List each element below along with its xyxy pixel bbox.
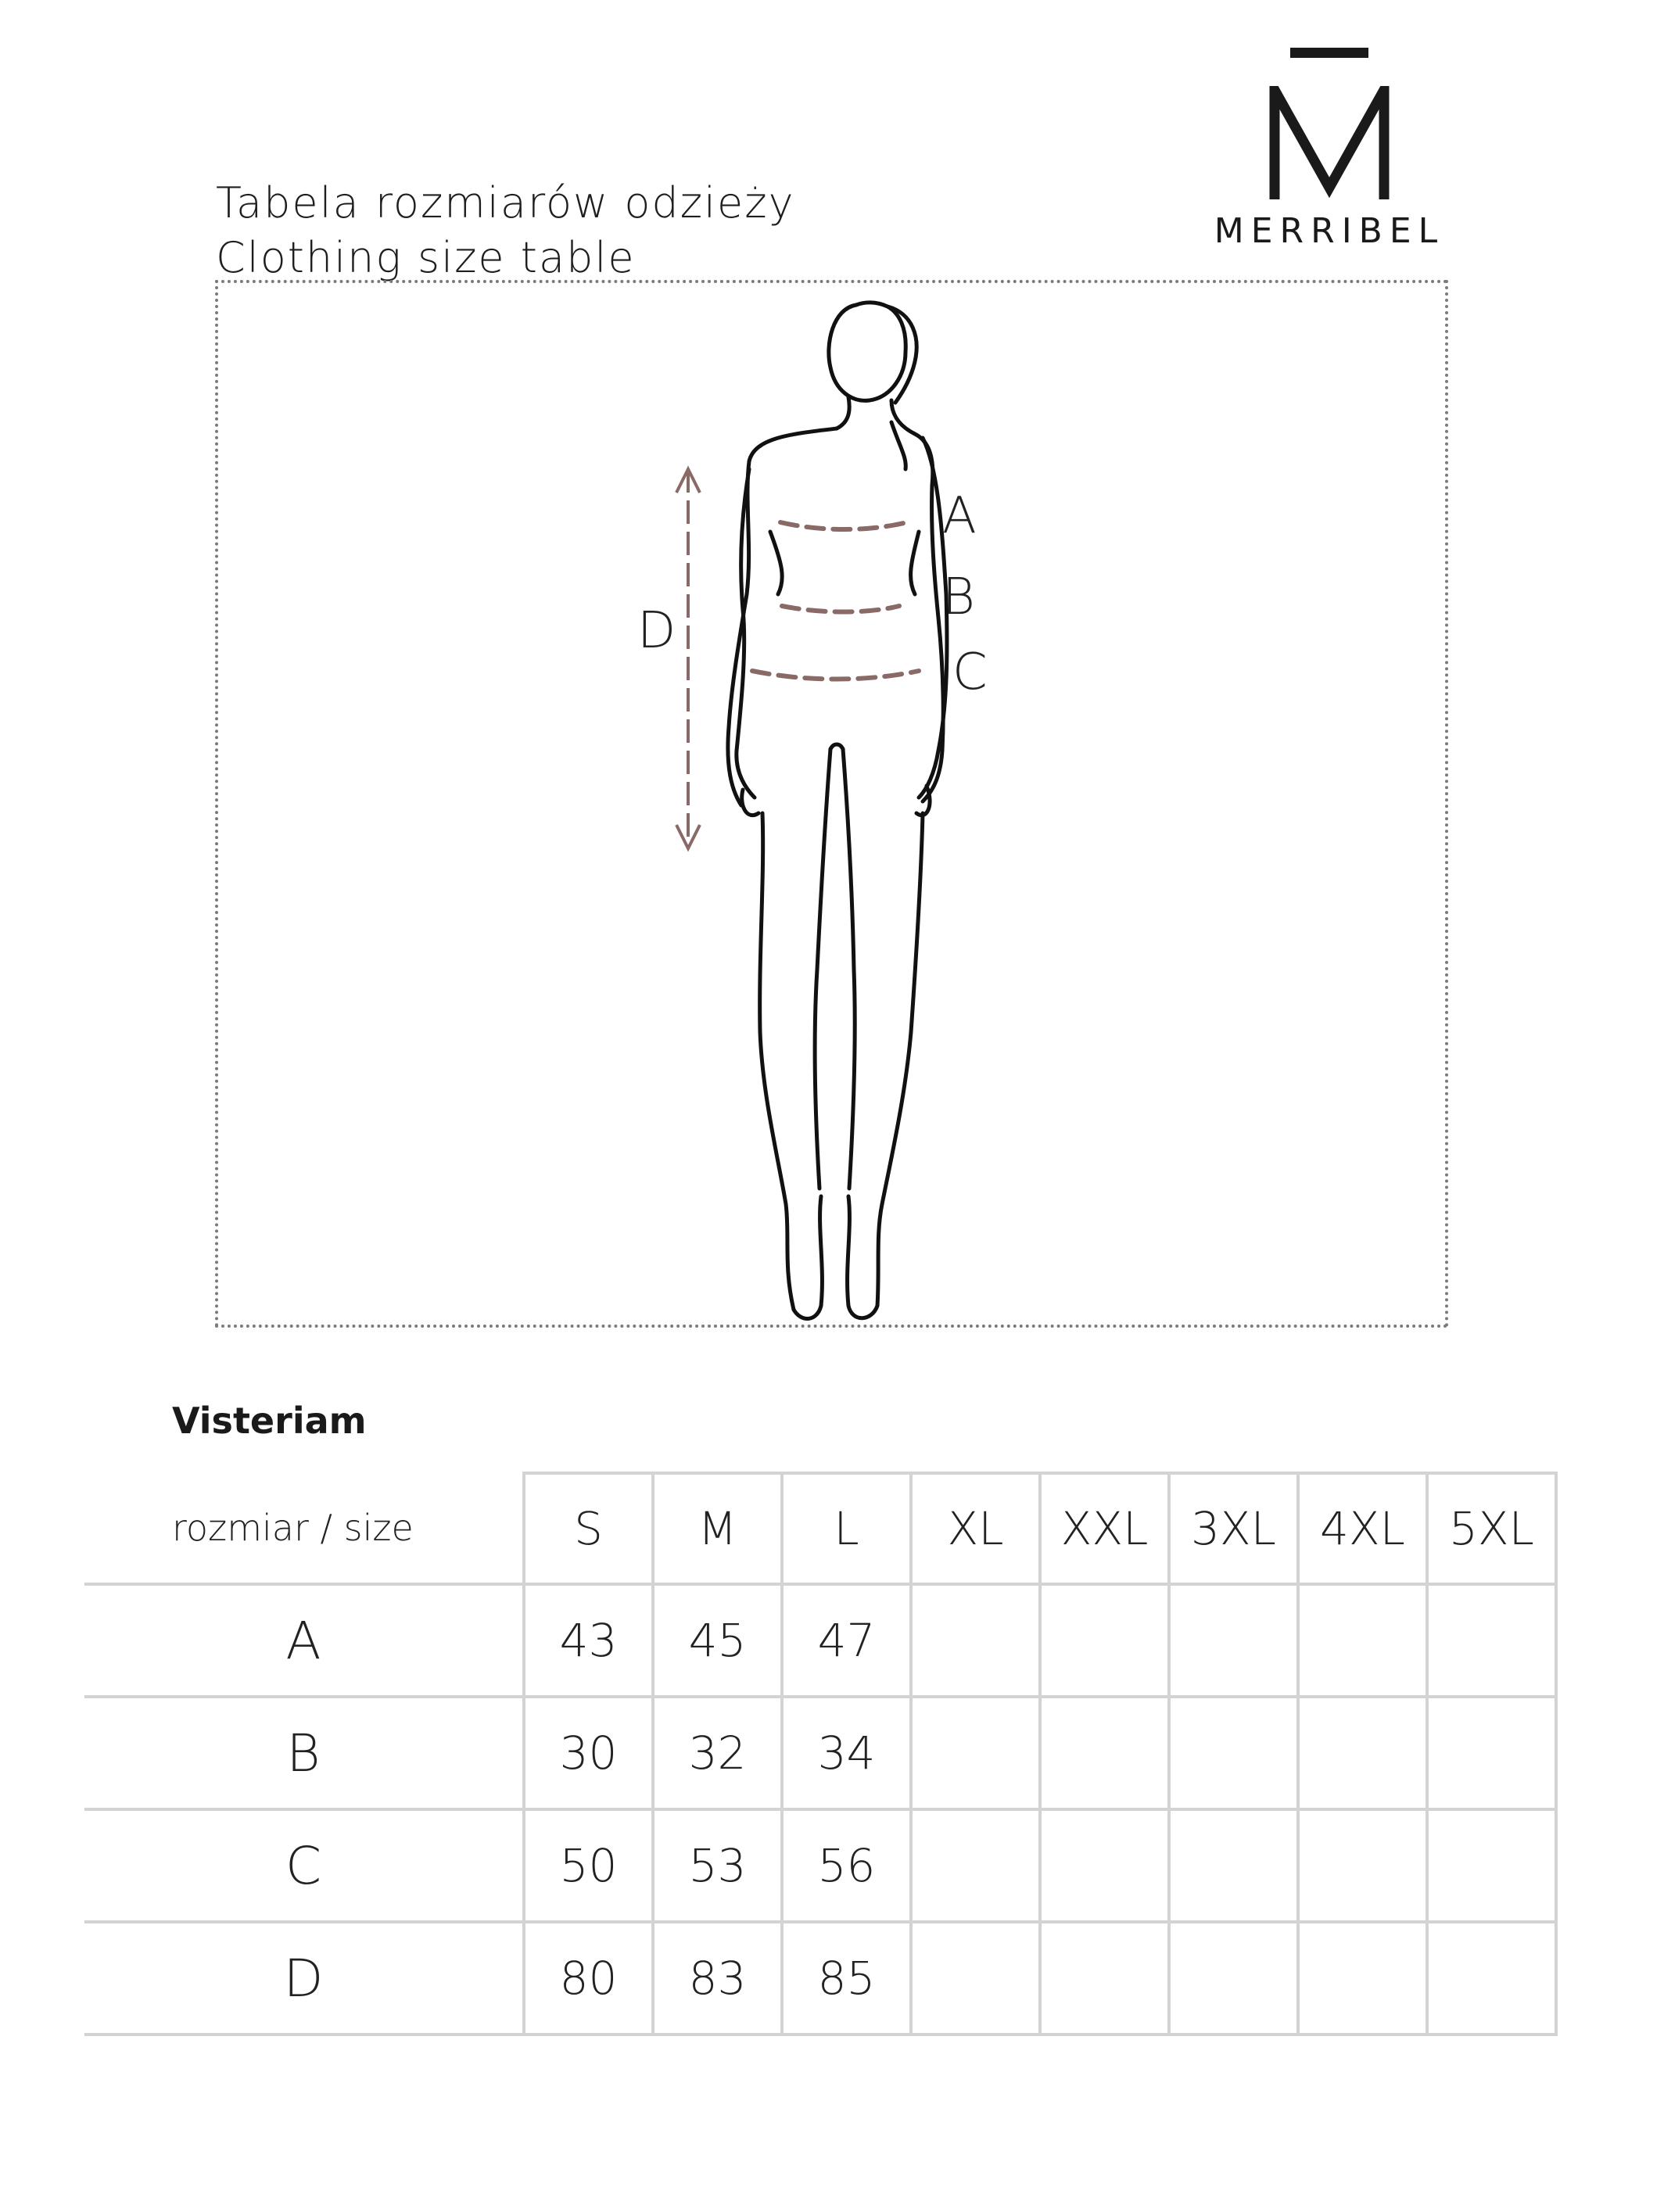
measure-line-b <box>782 606 899 612</box>
size-header-4xl: 4XL <box>1298 1473 1427 1584</box>
measure-line-a <box>780 522 907 529</box>
table-cell <box>1427 1809 1556 1922</box>
size-header-xxl: XXL <box>1040 1473 1169 1584</box>
table-cell: 80 <box>524 1922 653 2035</box>
logo-wordmark: MERRIBEL <box>1214 211 1445 251</box>
table-cell: 53 <box>653 1809 782 1922</box>
title-english: Clothing size table <box>216 233 636 282</box>
size-header-s: S <box>524 1473 653 1584</box>
table-cell: 30 <box>524 1697 653 1809</box>
table-cell <box>1040 1922 1169 2035</box>
row-label: B <box>84 1697 524 1809</box>
figure-right-leg <box>848 813 923 1318</box>
label-d: D <box>637 602 676 660</box>
size-header-3xl: 3XL <box>1169 1473 1298 1584</box>
table-cell <box>1169 1922 1298 2035</box>
table-cell <box>1169 1584 1298 1697</box>
size-header-label: rozmiar / size <box>84 1473 524 1584</box>
table-header-row <box>84 1473 1556 1584</box>
size-table <box>84 1472 1558 2036</box>
size-header-l: L <box>782 1473 911 1584</box>
table-cell <box>1298 1809 1427 1922</box>
measure-line-c <box>752 671 919 679</box>
table-cell: 47 <box>782 1584 911 1697</box>
row-label: C <box>84 1809 524 1922</box>
table-cell <box>911 1584 1040 1697</box>
table-cell: 85 <box>782 1922 911 2035</box>
label-c: C <box>952 644 988 701</box>
table-cell <box>1169 1697 1298 1809</box>
row-label: A <box>84 1584 524 1697</box>
table-cell <box>1298 1922 1427 2035</box>
label-a: A <box>942 487 977 545</box>
size-header-m: M <box>653 1473 782 1584</box>
table-cell: 50 <box>524 1809 653 1922</box>
row-label: D <box>84 1922 524 2035</box>
table-cell <box>1298 1584 1427 1697</box>
table-cell: 45 <box>653 1584 782 1697</box>
table-cell <box>1427 1697 1556 1809</box>
table-row <box>84 1697 1556 1809</box>
table-cell <box>911 1809 1040 1922</box>
table-cell: 34 <box>782 1697 911 1809</box>
product-name: Visteriam <box>172 1400 367 1442</box>
table-cell <box>1169 1809 1298 1922</box>
table-cell <box>1427 1584 1556 1697</box>
table-cell: 56 <box>782 1809 911 1922</box>
table-cell: 83 <box>653 1922 782 2035</box>
table-cell <box>911 1697 1040 1809</box>
figure-neck <box>837 397 849 428</box>
label-b: B <box>942 568 975 626</box>
table-cell <box>911 1922 1040 2035</box>
table-cell <box>1040 1697 1169 1809</box>
size-header-xl: XL <box>911 1473 1040 1584</box>
table-cell <box>1427 1922 1556 2035</box>
table-cell <box>1040 1584 1169 1697</box>
table-row <box>84 1922 1556 2035</box>
table-cell <box>1040 1809 1169 1922</box>
title-polish: Tabela rozmiarów odzieży <box>216 178 795 228</box>
table-cell: 43 <box>524 1584 653 1697</box>
size-header-5xl: 5XL <box>1427 1473 1556 1584</box>
table-row <box>84 1809 1556 1922</box>
table-row <box>84 1584 1556 1697</box>
figure-left-leg <box>760 813 823 1318</box>
figure-head <box>829 303 906 401</box>
table-cell <box>1298 1697 1427 1809</box>
table-cell: 32 <box>653 1697 782 1809</box>
